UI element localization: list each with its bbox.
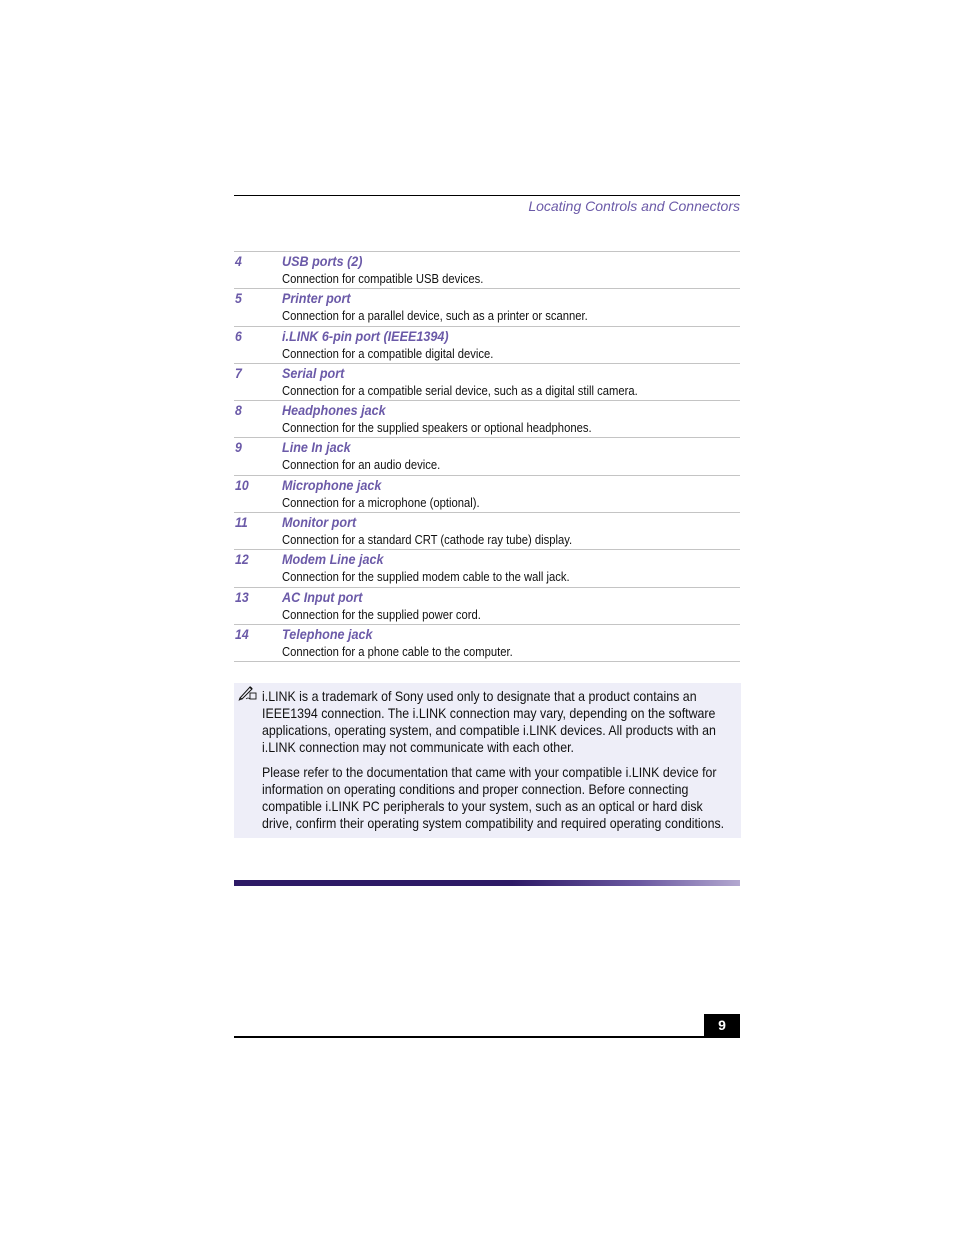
item-title: Line In jack	[282, 439, 351, 456]
page-number: 9	[704, 1014, 740, 1038]
item-number: 11	[235, 514, 248, 531]
item-number: 4	[235, 253, 242, 269]
list-item	[234, 252, 740, 289]
list-item	[234, 513, 740, 550]
note-box	[234, 683, 741, 838]
item-description: Connection for the supplied power cord.	[282, 607, 481, 622]
connector-list	[234, 251, 740, 662]
item-title: Serial port	[282, 364, 345, 381]
list-item	[234, 550, 740, 587]
list-item	[234, 438, 740, 475]
item-number: 13	[235, 588, 249, 605]
note-paragraph: Please refer to the documentation that came with your compatible i.LINK device for information on operating conditions and proper connection. Before connecting compatible i.LINK PC peripherals to your system, such as an optical or hard disk drive, confirm their operating system compatibility and required operating conditions.	[262, 764, 725, 831]
item-description: Connection for a compatible digital device.	[282, 346, 494, 361]
list-item	[234, 476, 740, 513]
item-description: Connection for compatible USB devices.	[282, 272, 484, 286]
item-description: Connection for a compatible serial device, such as a digital still camera.	[282, 383, 638, 398]
item-description: Connection for a parallel device, such as a printer or scanner.	[282, 309, 588, 324]
item-number: 12	[235, 551, 249, 568]
list-item	[234, 625, 740, 662]
list-item	[234, 327, 740, 364]
list-item	[234, 364, 740, 401]
item-description: Connection for a standard CRT (cathode ray tube) display.	[282, 533, 573, 548]
item-title: i.LINK 6-pin port (IEEE1394)	[282, 327, 449, 344]
running-header: Locating Controls and Connectors	[528, 198, 740, 214]
item-number: 8	[235, 402, 242, 419]
item-number: 10	[235, 476, 249, 493]
item-title: Telephone jack	[282, 625, 373, 642]
item-title: Printer port	[282, 290, 351, 307]
item-title: Modem Line jack	[282, 551, 384, 568]
section-divider-bar	[234, 880, 740, 886]
item-number: 5	[235, 290, 242, 307]
list-item	[234, 401, 740, 438]
header-rule	[234, 195, 740, 196]
list-item	[234, 289, 740, 326]
item-title: Monitor port	[282, 514, 357, 531]
item-title: Microphone jack	[282, 476, 382, 493]
note-paragraph: i.LINK is a trademark of Sony used only to designate that a product contains an IEEE1394 connection. The i.LINK connection may vary, depending on the software applications, operating system, and compatible i.LINK devices. All products with an i.LINK connection may not communicate with each other.	[262, 688, 716, 755]
item-description: Connection for the supplied modem cable to the wall jack.	[282, 570, 570, 585]
list-item	[234, 588, 740, 625]
item-title: Headphones jack	[282, 402, 386, 419]
item-number: 14	[235, 625, 249, 642]
item-description: Connection for an audio device.	[282, 458, 441, 473]
item-title: AC Input port	[282, 588, 363, 605]
item-description: Connection for a phone cable to the computer.	[282, 644, 513, 659]
note-pencil-icon	[238, 685, 258, 701]
item-number: 6	[235, 327, 242, 344]
item-title: USB ports (2)	[282, 253, 363, 269]
footer-rule	[234, 1036, 740, 1038]
item-description: Connection for the supplied speakers or optional headphones.	[282, 421, 592, 436]
item-description: Connection for a microphone (optional).	[282, 495, 480, 510]
item-number: 9	[235, 439, 242, 456]
item-number: 7	[235, 364, 242, 381]
